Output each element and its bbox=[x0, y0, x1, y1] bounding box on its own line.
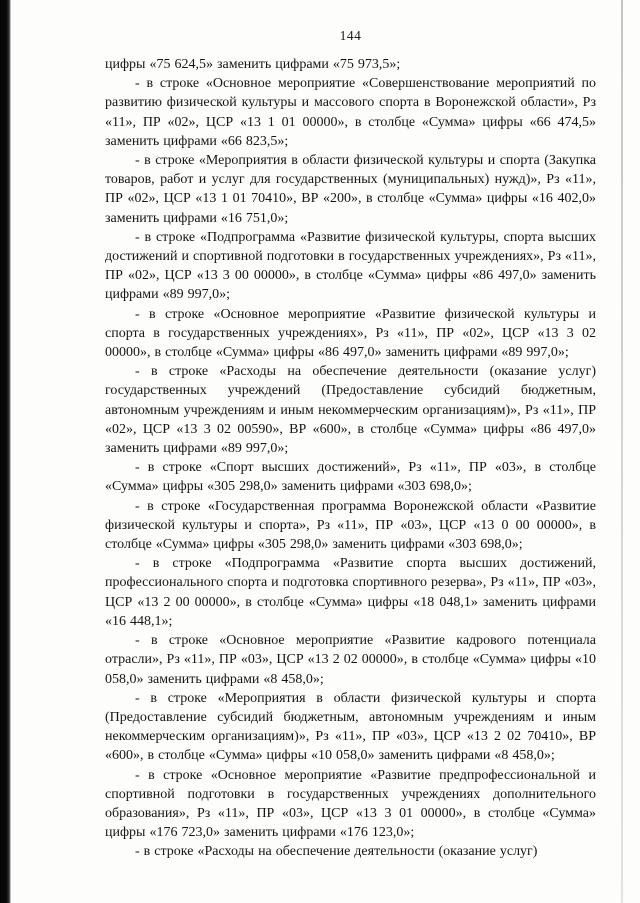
paragraph: - в строке «Основное мероприятие «Развитие предпрофессиональной и спортивной подготовки в государственных учреждениях дополнительного образования», Рз «11», ПР «03», ЦСР «13 3 01 00000», в столбце «Сумма» цифры «176 723,0» заменить цифрами «176 123,0»; bbox=[105, 767, 596, 841]
paragraph: - в строке «Мероприятия в области физической культуры и спорта (Предоставление субсидий бюджетным, автономным учреждениям и иным некоммерческим организациям)», Рз «11», ПР «03», ЦСР «13 2 02 70410», ВР «600», в столбце «Сумма» цифры «10 058,0» заменить цифрами «8 458,0»; bbox=[105, 690, 596, 764]
paragraph: - в строке «Подпрограмма «Развитие спорта высших достижений, профессионального спорта и подготовка спортивного резерва», Рз «11», ПР «03», ЦСР «13 2 00 00000», в столбце «Сумма» цифры «18 048,1» заменить цифрами «16 448,1»; bbox=[105, 556, 597, 629]
paragraph: - в строке «Основное мероприятие «Развитие кадрового потенциала отрасли», Рз «11», ПР «03», ЦСР «13 2 02 00000», в столбце «Сумма» цифры «10 058,0» заменить цифрами «8 458,0»; bbox=[105, 633, 596, 687]
paragraph: - в строке «Основное мероприятие «Совершенствование мероприятий по развитию физической культуры и массового спорта в Воронежской области», Рз «11», ПР «02», ЦСР «13 1 01 00000», в столбце «Сумма» цифры «66 474,5» заменить цифрами «66 823,5»; bbox=[105, 76, 596, 149]
paragraph: - в строке «Подпрограмма «Развитие физической культуры, спорта высших достижений и спортивной подготовки в государственных учреждениях», Рз «11», ПР «02», ЦСР «13 3 00 00000», в столбце «Сумма» цифры «86 497,0» заменить цифрами «89 997,0»; bbox=[105, 229, 596, 303]
paragraph: - в строке «Расходы на обеспечение деятельности (оказание услуг) bbox=[135, 844, 538, 860]
paragraph: - в строке «Расходы на обеспечение деятельности (оказание услуг) государственных учреждений (Предоставление субсидий бюджетным, автономным учреждениям и иным некоммерческим организациям)», Рз «11», ПР «02», ЦСР «13 3 02 00590», ВР «600», в столбце «Сумма» цифры «86 497,0» заменить цифрами «89 997,0»; bbox=[105, 364, 596, 457]
paragraph: цифры «75 624,5» заменить цифрами «75 973,5»; bbox=[105, 57, 401, 72]
paragraph: - в строке «Спорт высших достижений», Рз «11», ПР «03», в столбце «Сумма» цифры «305 298,0» заменить цифрами «303 698,0»; bbox=[105, 460, 596, 495]
page-number: 144 bbox=[339, 28, 362, 43]
document-body bbox=[105, 55, 596, 862]
paragraph: - в строке «Государственная программа Воронежской области «Развитие физической культуры и спорта», Рз «11», ПР «03», ЦСР «13 0 00 00000», в столбце «Сумма» цифры «305 298,0» заменить цифрами «303 698,0»; bbox=[105, 498, 596, 553]
paragraph: - в строке «Мероприятия в области физической культуры и спорта (Закупка товаров, работ и услуг для государственных (муниципальных) нужд)», Рз «11», ПР «02», ЦСР «13 1 01 70410», ВР «200», в столбце «Сумма» цифры «16 402,0» заменить цифрами «16 751,0»; bbox=[105, 153, 596, 226]
paragraph: - в строке «Основное мероприятие «Развитие физической культуры и спорта в государственных учреждениях», Рз «11», ПР «02», ЦСР «13 3 02 00000», в столбце «Сумма» цифры «86 497,0» заменить цифрами «89 997,0»; bbox=[105, 306, 596, 361]
